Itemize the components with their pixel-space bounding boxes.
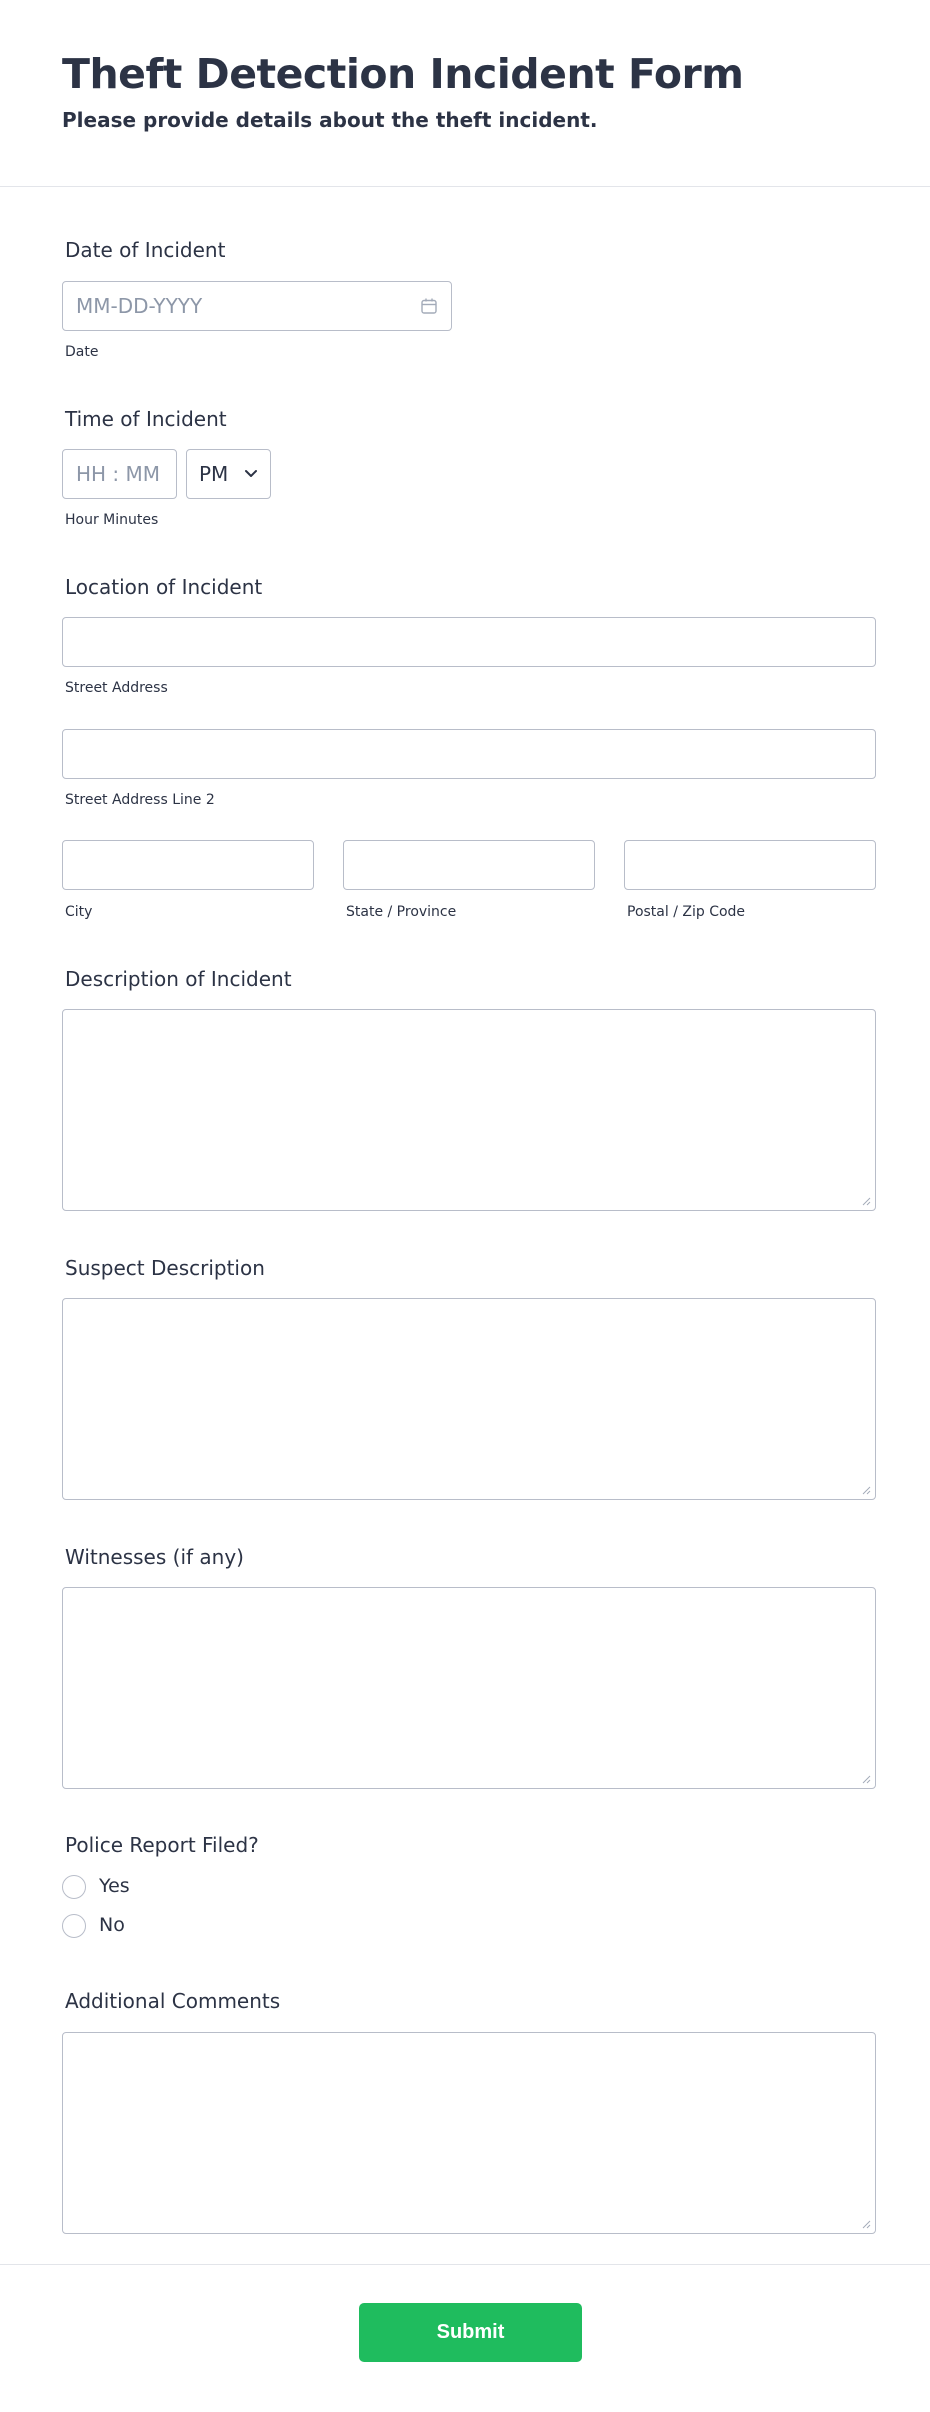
zip-input[interactable] [624,840,876,890]
city-input[interactable] [62,840,314,890]
chevron-down-icon [244,469,258,479]
form-header [0,0,930,187]
date-input[interactable] [62,281,452,331]
form-subtitle: Please provide details about the theft incident. [62,108,598,132]
time-sublabel: Hour Minutes [65,512,159,528]
radio-label-no: No [99,1914,125,1936]
suspect-label: Suspect Description [65,1256,265,1280]
zip-sublabel: Postal / Zip Code [627,904,746,920]
suspect-textarea[interactable] [62,1298,876,1500]
resize-handle-icon[interactable] [861,2219,871,2229]
radio-button[interactable] [62,1875,86,1899]
description-label: Description of Incident [65,967,292,991]
street-address-sublabel: Street Address [65,680,168,696]
comments-label: Additional Comments [65,1989,281,2013]
resize-handle-icon[interactable] [861,1485,871,1495]
ampm-value: PM [199,462,229,486]
time-input[interactable] [62,449,177,499]
police-report-label: Police Report Filed? [65,1833,259,1857]
ampm-select[interactable] [186,449,271,499]
date-placeholder: MM-DD-YYYY [76,294,203,318]
date-sublabel: Date [65,344,99,360]
time-label: Time of Incident [65,407,227,431]
radio-label-yes: Yes [99,1875,130,1897]
date-label: Date of Incident [65,238,226,262]
calendar-icon[interactable] [420,297,438,315]
resize-handle-icon[interactable] [861,1196,871,1206]
state-input[interactable] [343,840,595,890]
form-title: Theft Detection Incident Form [62,50,744,98]
street-address-line2-input[interactable] [62,729,876,779]
state-sublabel: State / Province [346,904,457,920]
radio-button[interactable] [62,1914,86,1938]
form-footer [0,2264,930,2412]
radio-option-no[interactable] [62,1912,212,1940]
time-placeholder: HH : MM [76,462,161,486]
witnesses-textarea[interactable] [62,1587,876,1789]
location-label: Location of Incident [65,575,263,599]
submit-button[interactable] [359,2303,582,2362]
resize-handle-icon[interactable] [861,1774,871,1784]
description-textarea[interactable] [62,1009,876,1211]
city-sublabel: City [65,904,93,920]
street-address-line2-sublabel: Street Address Line 2 [65,792,215,808]
witnesses-label: Witnesses (if any) [65,1545,244,1569]
radio-option-yes[interactable] [62,1873,212,1901]
street-address-input[interactable] [62,617,876,667]
submit-button-label: Submit [436,2321,505,2343]
comments-textarea[interactable] [62,2032,876,2234]
